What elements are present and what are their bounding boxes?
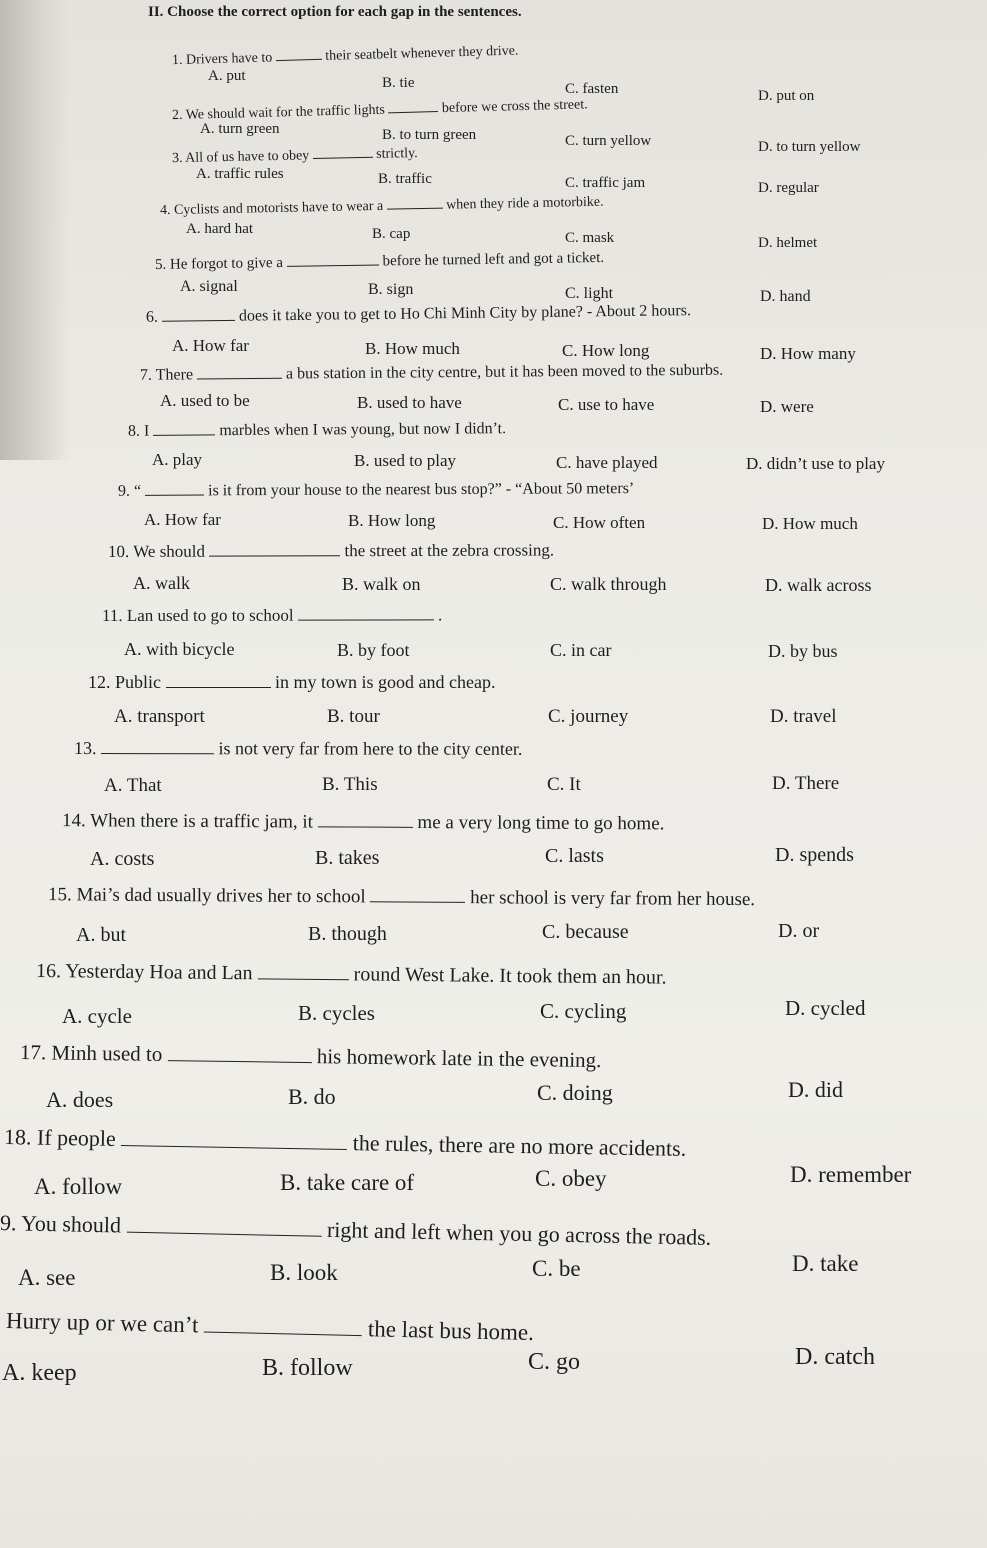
question-12-option-a[interactable]: A. transport: [114, 706, 205, 727]
question-13-option-a[interactable]: A. That: [104, 775, 162, 796]
question-11-option-d[interactable]: D. by bus: [768, 641, 838, 661]
question-suffix: marbles when I was young, but now I didn’t.: [215, 420, 507, 440]
question-16-text: [36, 960, 667, 990]
question-8-text: [128, 419, 506, 440]
question-5-text: [155, 249, 604, 274]
answer-blank[interactable]: [287, 252, 379, 266]
question-11-option-b[interactable]: B. by foot: [337, 640, 410, 660]
answer-blank[interactable]: [121, 1127, 347, 1150]
question-16-option-a[interactable]: A. cycle: [62, 1004, 132, 1028]
question-suffix: is not very far from here to the city center.: [213, 738, 523, 759]
question-prefix: Hurry up or we can’t: [5, 1308, 205, 1338]
question-suffix: his homework late in the evening.: [311, 1044, 602, 1073]
question-15-option-b[interactable]: B. though: [308, 923, 387, 945]
answer-blank[interactable]: [166, 673, 271, 688]
question-6-option-a[interactable]: A. How far: [172, 336, 249, 355]
question-6-text: [146, 301, 691, 326]
question-prefix: 8. I: [127, 422, 154, 440]
question-13-text: [74, 738, 522, 760]
question-12-option-c[interactable]: C. journey: [548, 706, 629, 727]
question-1-text: [172, 42, 519, 69]
question-prefix: 18. If people: [3, 1124, 122, 1152]
question-7-option-c[interactable]: C. use to have: [558, 395, 655, 414]
question-suffix: .: [433, 605, 443, 625]
question-prefix: 2. We should wait for the traffic lights: [171, 102, 389, 124]
question-1-option-a[interactable]: A. put: [208, 68, 246, 84]
question-prefix: 4. Cyclists and motorists have to wear a: [159, 198, 387, 219]
question-15-text: [48, 884, 755, 911]
question-suffix: before we cross the street.: [438, 97, 588, 117]
question-1-option-d[interactable]: D. put on: [758, 88, 815, 104]
question-4-option-c[interactable]: C. mask: [565, 230, 615, 246]
question-19-option-c[interactable]: C. be: [532, 1256, 581, 1281]
answer-blank[interactable]: [388, 100, 438, 113]
question-19-option-a[interactable]: A. see: [18, 1265, 76, 1290]
question-7-option-d[interactable]: D. were: [760, 397, 814, 416]
question-2-option-b[interactable]: B. to turn green: [382, 127, 477, 143]
question-suffix: the rules, there are no more accidents.: [347, 1129, 687, 1161]
question-10-text: [108, 540, 554, 562]
question-14-option-a[interactable]: A. costs: [90, 848, 155, 870]
question-prefix: 15. Mai’s dad usually drives her to school: [47, 884, 371, 908]
question-14-option-c[interactable]: C. lasts: [545, 845, 604, 867]
question-18-option-d[interactable]: D. remember: [790, 1162, 912, 1187]
question-13-option-b[interactable]: B. This: [322, 774, 378, 795]
question-20-option-b[interactable]: B. follow: [262, 1355, 353, 1381]
question-20-option-a[interactable]: A. keep: [2, 1360, 77, 1386]
question-prefix: 11. Lan used to go to school: [101, 605, 298, 625]
question-9-option-c[interactable]: C. How often: [553, 513, 646, 532]
question-5-option-c[interactable]: C. light: [565, 285, 614, 302]
question-suffix: me a very long time to go home.: [412, 812, 665, 835]
question-7-text: [140, 361, 723, 385]
question-9-option-d[interactable]: D. How much: [762, 514, 858, 533]
question-8-option-d[interactable]: D. didn’t use to play: [746, 454, 885, 473]
question-6-option-d[interactable]: D. How many: [760, 344, 856, 363]
answer-blank[interactable]: [318, 811, 413, 828]
question-9-option-b[interactable]: B. How long: [348, 511, 436, 530]
question-18-option-c[interactable]: C. obey: [535, 1166, 607, 1191]
question-3-option-b[interactable]: B. traffic: [378, 171, 432, 187]
question-prefix: 5. He forgot to give a: [154, 254, 287, 273]
answer-blank[interactable]: [126, 1214, 321, 1237]
answer-blank[interactable]: [167, 1043, 311, 1063]
question-suffix: when they ride a motorbike.: [442, 194, 604, 213]
question-16-option-b[interactable]: B. cycles: [298, 1001, 375, 1025]
question-19-option-d[interactable]: D. take: [792, 1251, 859, 1276]
question-7-option-a[interactable]: A. used to be: [160, 391, 250, 410]
question-2-option-a[interactable]: A. turn green: [200, 121, 280, 137]
question-prefix: 3. All of us have to obey: [171, 148, 313, 167]
question-14-text: [62, 810, 665, 835]
question-3-option-c[interactable]: C. traffic jam: [565, 175, 646, 191]
question-6-option-b[interactable]: B. How much: [365, 339, 460, 358]
question-4-option-a[interactable]: A. hard hat: [186, 221, 254, 237]
question-5-option-a[interactable]: A. signal: [180, 278, 238, 295]
question-prefix: 1. Drivers have to: [171, 50, 276, 69]
question-15-option-c[interactable]: C. because: [542, 921, 629, 943]
question-suffix: in my town is good and cheap.: [270, 672, 496, 692]
question-prefix: 10. We should: [107, 541, 210, 561]
question-18-text: [4, 1124, 687, 1162]
question-13-option-d[interactable]: D. There: [772, 773, 840, 794]
answer-blank[interactable]: [197, 365, 282, 380]
question-4-option-b[interactable]: B. cap: [372, 226, 411, 242]
question-17-option-b[interactable]: B. do: [288, 1084, 336, 1109]
answer-blank[interactable]: [276, 48, 322, 61]
question-7-option-b[interactable]: B. used to have: [357, 393, 462, 412]
question-suffix: does it take you to get to Ho Chi Minh City by plane? - About 2 hours.: [234, 302, 692, 325]
question-11-option-a[interactable]: A. with bicycle: [124, 639, 235, 659]
question-8-option-b[interactable]: B. used to play: [354, 451, 456, 470]
question-suffix: round West Lake. It took them an hour.: [348, 963, 667, 989]
question-20-text: [6, 1308, 535, 1346]
question-12-text: [88, 672, 495, 693]
question-suffix: right and left when you go across the roads.: [321, 1216, 712, 1250]
question-19-text: [0, 1210, 711, 1251]
answer-blank[interactable]: [298, 606, 434, 621]
question-suffix: strictly.: [372, 146, 418, 162]
question-13-option-c[interactable]: C. It: [547, 774, 581, 795]
answer-blank[interactable]: [209, 542, 340, 557]
question-14-option-d[interactable]: D. spends: [775, 844, 854, 866]
answer-blank[interactable]: [386, 197, 442, 210]
question-17-option-a[interactable]: A. does: [46, 1087, 114, 1112]
answer-blank[interactable]: [162, 307, 235, 322]
question-19-option-b[interactable]: B. look: [270, 1260, 338, 1285]
question-2-option-d[interactable]: D. to turn yellow: [758, 139, 861, 155]
question-18-option-a[interactable]: A. follow: [34, 1174, 123, 1199]
question-17-option-c[interactable]: C. doing: [537, 1080, 613, 1105]
question-prefix: 7. There: [139, 366, 198, 384]
question-3-option-d[interactable]: D. regular: [758, 180, 819, 196]
answer-blank[interactable]: [145, 482, 204, 496]
question-4-text: [160, 193, 604, 219]
question-1-option-b[interactable]: B. tie: [382, 75, 415, 91]
question-1-option-c[interactable]: C. fasten: [565, 81, 619, 97]
binder-shadow: [0, 0, 70, 460]
answer-blank[interactable]: [370, 886, 465, 903]
question-6-option-c[interactable]: C. How long: [562, 341, 650, 360]
question-11-option-c[interactable]: C. in car: [550, 640, 612, 660]
question-9-text: [118, 479, 634, 500]
question-prefix: 13.: [73, 738, 102, 759]
question-14-option-b[interactable]: B. takes: [315, 847, 380, 869]
question-prefix: 12. Public: [88, 672, 166, 692]
question-15-option-d[interactable]: D. or: [778, 920, 820, 942]
question-2-text: [172, 96, 588, 124]
question-suffix: is it from your house to the nearest bus stop?” - “About 50 meters’: [204, 480, 635, 500]
question-5-option-d[interactable]: D. hand: [760, 288, 811, 305]
question-18-option-b[interactable]: B. take care of: [280, 1170, 415, 1195]
question-16-option-c[interactable]: C. cycling: [540, 999, 627, 1023]
question-10-option-c[interactable]: C. walk through: [550, 574, 667, 594]
answer-blank[interactable]: [258, 962, 349, 980]
question-suffix: the street at the zebra crossing.: [340, 540, 555, 561]
question-prefix: 9. You should: [0, 1210, 127, 1238]
question-17-option-d[interactable]: D. did: [788, 1077, 843, 1102]
answer-blank[interactable]: [204, 1313, 362, 1336]
question-suffix: her school is very far from her house.: [465, 887, 756, 911]
question-prefix: 9. “: [117, 482, 146, 500]
question-prefix: 16. Yesterday Hoa and Lan: [35, 960, 258, 985]
question-suffix: a bus station in the city centre, but it has been moved to the suburbs.: [281, 361, 724, 383]
answer-blank[interactable]: [313, 146, 373, 159]
exercise-title: II. Choose the correct option for each gap in the sentences.: [148, 4, 522, 20]
question-20-option-c[interactable]: C. go: [528, 1349, 581, 1375]
question-17-text: [20, 1040, 602, 1073]
question-prefix: 6.: [145, 308, 163, 326]
question-3-option-a[interactable]: A. traffic rules: [196, 166, 284, 182]
question-10-option-b[interactable]: B. walk on: [342, 574, 421, 594]
question-suffix: before he turned left and got a ticket.: [378, 249, 605, 270]
question-3-text: [172, 145, 418, 167]
question-8-option-c[interactable]: C. have played: [556, 453, 658, 472]
question-12-option-b[interactable]: B. tour: [327, 706, 380, 727]
question-10-option-d[interactable]: D. walk across: [765, 575, 872, 595]
question-15-option-a[interactable]: A. but: [76, 924, 126, 946]
question-9-option-a[interactable]: A. How far: [144, 510, 221, 529]
question-suffix: their seatbelt whenever they drive.: [321, 43, 519, 65]
answer-blank[interactable]: [153, 421, 215, 435]
question-4-option-d[interactable]: D. helmet: [758, 235, 818, 251]
question-prefix: 14. When there is a traffic jam, it: [61, 810, 318, 833]
question-2-option-c[interactable]: C. turn yellow: [565, 133, 652, 149]
question-16-option-d[interactable]: D. cycled: [785, 996, 866, 1020]
answer-blank[interactable]: [101, 739, 214, 755]
question-11-text: [102, 605, 442, 626]
question-prefix: 17. Minh used to: [19, 1040, 168, 1067]
question-10-option-a[interactable]: A. walk: [133, 573, 190, 593]
question-5-option-b[interactable]: B. sign: [368, 281, 414, 298]
question-12-option-d[interactable]: D. travel: [770, 706, 837, 727]
question-suffix: the last bus home.: [361, 1316, 535, 1345]
question-20-option-d[interactable]: D. catch: [795, 1344, 875, 1370]
question-8-option-a[interactable]: A. play: [152, 450, 203, 469]
